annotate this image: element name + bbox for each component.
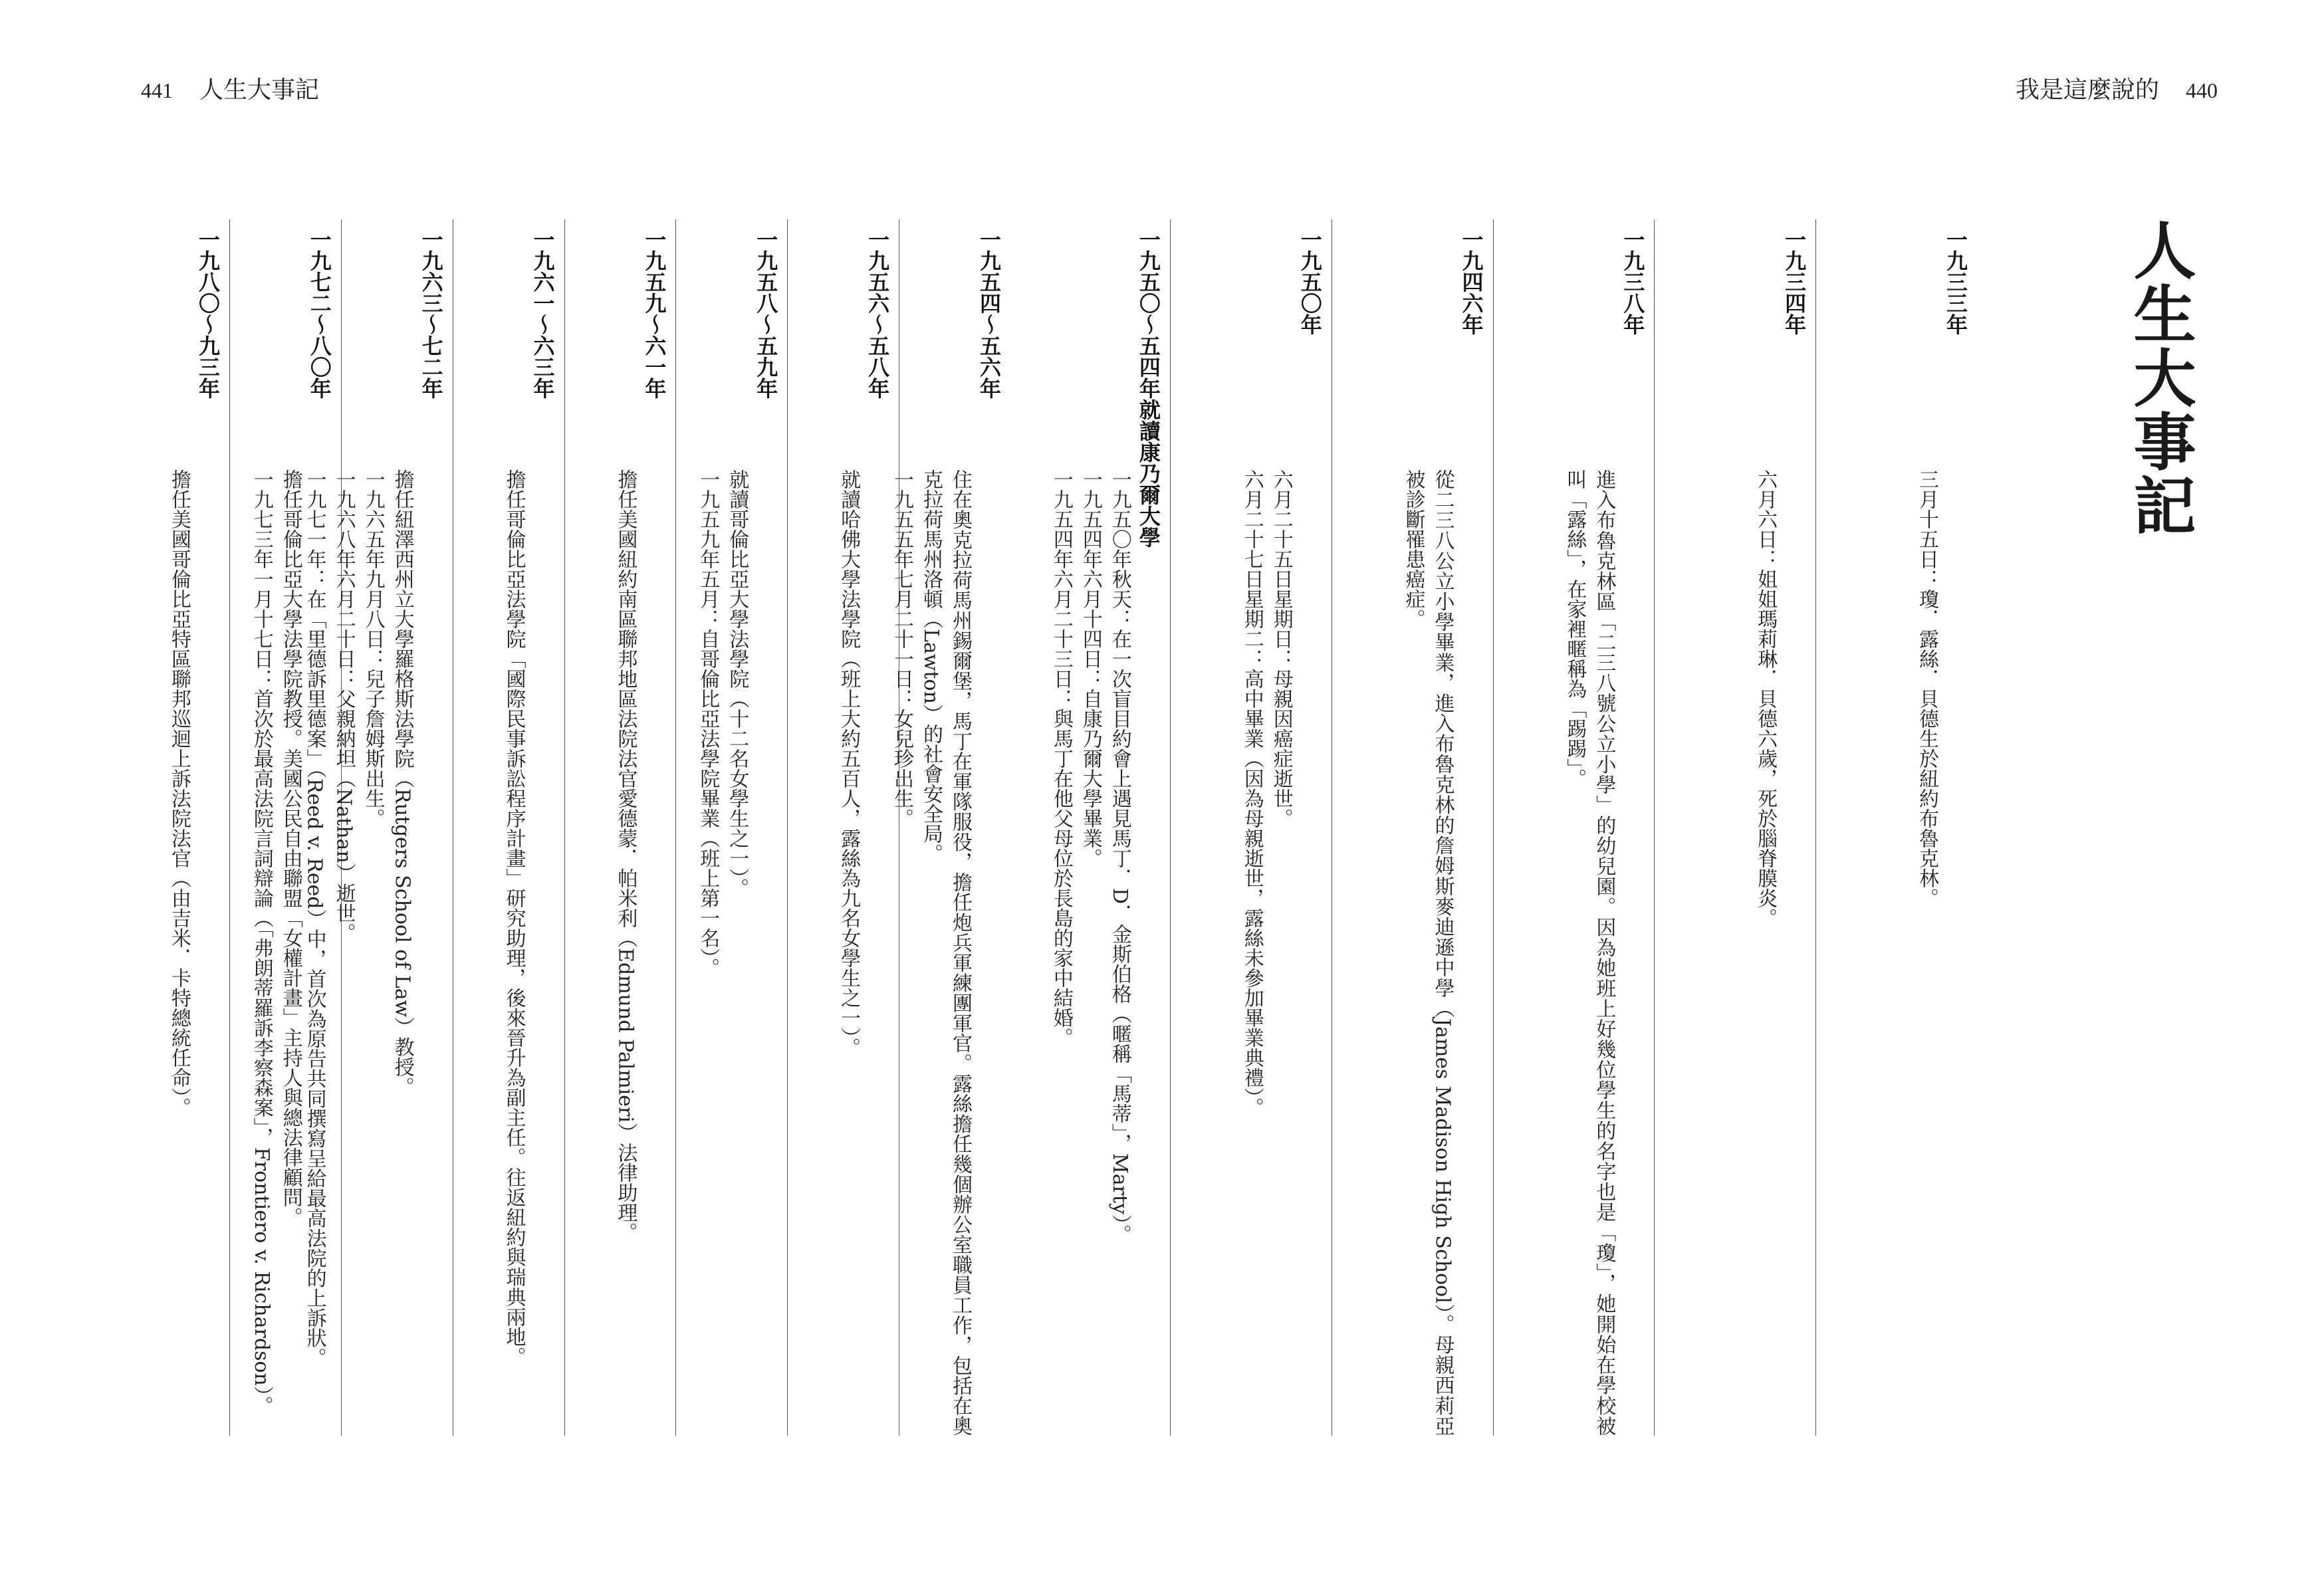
timeline-entry: [453, 219, 564, 1436]
entry-event: 擔任哥倫比亞大學法學院教授。美國公民自由聯盟「女權計畫」主持人與總法律顧問。: [279, 469, 302, 1227]
entry-event: 一九五九年五月：自哥倫比亞法學院畢業（班上第一名）。: [696, 469, 720, 978]
entry-events: [1046, 469, 1134, 1436]
entry-event: 進入布魯克林區「二三八號公立小學」的幼兒園。因為她班上好幾位學生的名字也是「瓊」，她開始在學校被叫「露絲」，在家裡暱稱為「踢踢」。: [1563, 469, 1616, 1436]
entry-event: 一九六五年九月八日：兒子詹姆斯出生。: [361, 469, 385, 828]
timeline-entry: [1815, 219, 1977, 1436]
entry-event: 三月十五日：瓊．露絲．貝德生於紐約布魯克林。: [1915, 469, 1938, 908]
right-page-number: 440: [2186, 78, 2218, 102]
timeline-entry: [787, 219, 899, 1436]
left-page-header: [141, 72, 319, 109]
timeline-entry: [1170, 219, 1332, 1436]
entry-year: 一九五〇年: [1297, 229, 1323, 335]
entry-year: 一九五〇～五四年就讀康乃爾大學: [1135, 229, 1161, 548]
timeline-entry: [1654, 219, 1815, 1436]
entry-event: 就讀哥倫比亞大學法學院（十二名女學生之一）。: [725, 469, 749, 898]
entry-event: 一九五〇年秋天：在一次盲目約會上遇見馬丁．D．金斯伯格（暱稱「馬蒂」，Marty）。: [1107, 469, 1131, 1245]
entry-event: 六月六日：姐姐瑪莉琳．貝德六歲，死於腦脊膜炎。: [1754, 469, 1778, 928]
entry-events: [834, 469, 863, 1436]
right-page-header: [2016, 72, 2218, 109]
right-running-title: 我是這麼說的: [2015, 76, 2159, 104]
entry-events: [1237, 469, 1296, 1436]
entry-event: 一九七一年：在「里德訴里德案」（Reed v. Reed）中，首次為原告共同撰寫呈給最高法院的上訴狀。: [302, 469, 326, 1368]
entry-event: 擔任美國哥倫比亞特區聯邦巡迴上訴法院法官（由吉米．卡特總統任命）。: [167, 469, 191, 1117]
entry-year: 一九五六～五八年: [865, 229, 891, 399]
entry-events: [887, 469, 975, 1436]
entry-year: 一九五四～五六年: [977, 229, 1002, 399]
entry-events: [1560, 469, 1618, 1436]
timeline-entry: [1332, 219, 1493, 1436]
timeline-entry: [1493, 219, 1655, 1436]
entry-events: [247, 469, 305, 1436]
entry-events: [693, 469, 751, 1436]
entry-event: 就讀哈佛大學法學院（班上大約五百人，露絲為九名女學生之一）。: [837, 469, 861, 1058]
left-running-title: 人生大事記: [199, 76, 320, 104]
entry-event: 擔任紐澤西州立大學羅格斯法學院（Rutgers School of Law）教授。: [390, 469, 414, 1097]
entry-event: 一九五四年六月十四日：自康乃爾大學畢業。: [1078, 469, 1102, 868]
timeline-entry: [890, 219, 1010, 1436]
entry-event: 一九七三年一月十七日：首次於最高法院言詞辯論（「弗朗蒂羅訴李察森案」，Frontiero v. Richardson）。: [249, 469, 273, 1416]
entry-events: [1399, 469, 1457, 1436]
entry-events: [499, 469, 528, 1436]
entry-year: 一九四六年: [1458, 229, 1484, 335]
entry-event: 六月二十七日星期二：高中畢業（因為母親逝世，露絲未參加畢業典禮）。: [1240, 469, 1264, 1117]
timeline-entry: [564, 219, 676, 1436]
entry-year: 一九五九～六一年: [641, 229, 667, 399]
right-page-timeline: [1009, 219, 1977, 1436]
entry-year: 一九三四年: [1782, 229, 1807, 335]
left-page-timeline: [118, 219, 1010, 1436]
left-page-number: 441: [141, 78, 173, 102]
entry-event: 住在奧克拉荷馬州錫爾堡，馬丁在軍隊服役，擔任炮兵軍練團軍官。露絲擔任幾個辦公室職員工作，包括在奧克拉荷馬州洛頓（Lawton）的社會安全局。: [919, 469, 972, 1436]
entry-year: 一九五八～五九年: [753, 229, 779, 399]
entry-event: 一九五五年七月二十一日：女兒珍出生。: [890, 469, 913, 828]
timeline-entry: [229, 219, 341, 1436]
entry-year: 一九八〇～九三年: [195, 229, 221, 399]
entry-event: 擔任美國紐約南區聯邦地區法院法官愛德蒙．帕米利（Edmund Palmieri）法律助理。: [614, 469, 638, 1242]
entry-events: [610, 469, 639, 1436]
timeline-entry: [1009, 219, 1170, 1436]
timeline-entry: [675, 219, 787, 1436]
entry-events: [1750, 469, 1780, 1436]
entry-events: [1912, 469, 1941, 1436]
timeline-entry: [118, 219, 229, 1436]
entry-year: 一九六一～六三年: [530, 229, 556, 399]
entry-event: 從二三八公立小學畢業，進入布魯克林的詹姆斯麥迪遜中學（James Madison High School）。母親西莉亞被診斷罹患癌症。: [1401, 469, 1454, 1436]
entry-year: 一九三八年: [1620, 229, 1646, 335]
entry-year: 一九六三～七二年: [418, 229, 444, 399]
entry-events: [164, 469, 193, 1436]
entry-event: 一九六八年六月二十日：父親納坦（Nathan）逝世。: [332, 469, 356, 943]
entry-event: 擔任哥倫比亞法學院「國際民事訴訟程序計畫」研究助理，後來晉升為副主任。往返紐約與瑞典兩地。: [502, 469, 526, 1367]
entry-event: 一九五四年六月二十三日：與馬丁在他父母位於長島的家中結婚。: [1049, 469, 1073, 1048]
entry-year: 一九三三年: [1943, 229, 1968, 335]
page-title: 人生大事記: [2123, 218, 2196, 537]
entry-event: 六月二十五日星期日：母親因癌症逝世。: [1269, 469, 1293, 828]
entry-year: 一九七二～八〇年: [306, 229, 332, 399]
